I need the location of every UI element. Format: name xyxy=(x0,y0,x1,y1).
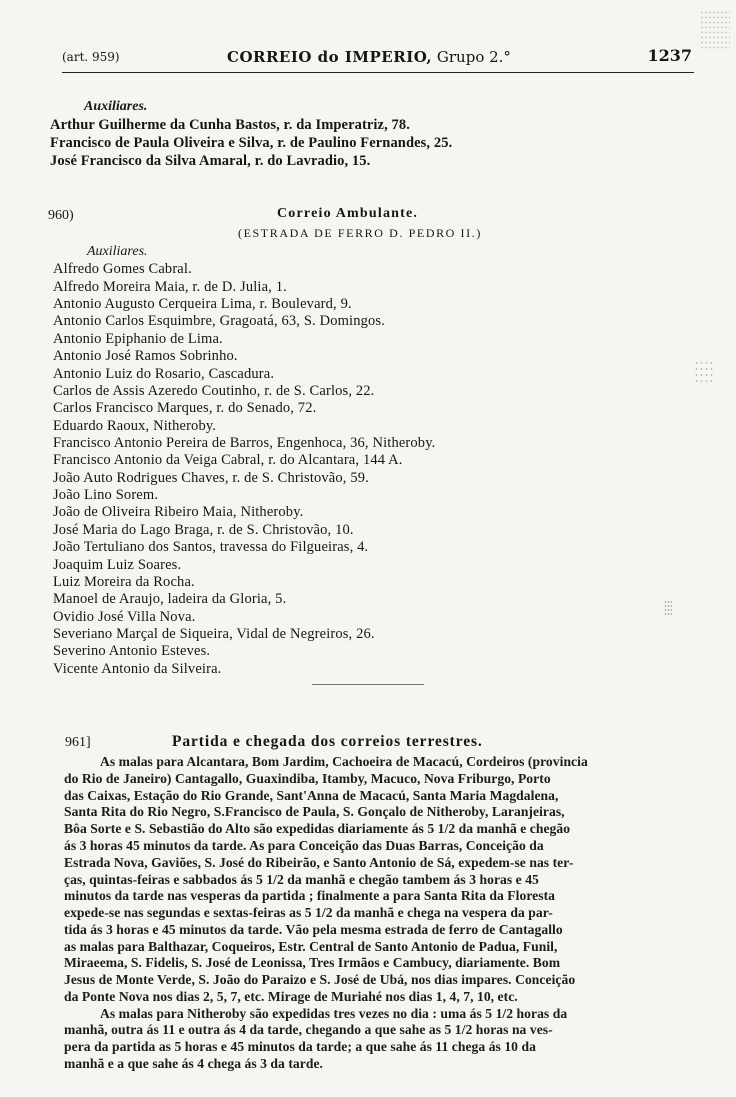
list-item: Manoel de Araujo, ladeira da Gloria, 5. xyxy=(53,591,287,607)
list-item: João de Oliveira Ribeiro Maia, Nitheroby. xyxy=(53,504,304,520)
paragraph-line: Bôa Sorte e S. Sebastião do Alto são expedidas diariamente ás 5 1/2 da manhã e chegão xyxy=(64,821,571,836)
section-number: 961] xyxy=(65,735,91,750)
list-item: Luiz Moreira da Rocha. xyxy=(53,574,195,590)
paragraph-line: manhã e a que sahe ás 4 chega ás 3 da tarde. xyxy=(64,1056,323,1071)
list-item: Joaquim Luiz Soares. xyxy=(53,557,182,573)
paragraph-line: manhã, outra ás 11 e outra ás 4 da tarde, chegando a que sahe as 5 1/2 horas na ves- xyxy=(64,1022,553,1037)
list-item: Carlos de Assis Azeredo Coutinho, r. de S. Carlos, 22. xyxy=(53,383,375,399)
page-number: 1237 xyxy=(647,46,692,65)
list-item: João Lino Sorem. xyxy=(53,487,159,503)
paragraph-line: ás 3 horas 45 minutos da tarde. As para Conceição das Duas Barras, Conceição da xyxy=(64,838,544,853)
list-item: Severiano Marçal de Siqueira, Vidal de Negreiros, 26. xyxy=(53,626,375,642)
scan-noise xyxy=(694,360,714,385)
paragraph-line: da Ponte Nova nos dias 2, 5, 7, etc. Mirage de Muriahé nos dias 1, 4, 7, 10, etc. xyxy=(64,989,518,1004)
list-item: Francisco de Paula Oliveira e Silva, r. de Paulino Fernandes, 25. xyxy=(50,135,453,151)
list-item: Eduardo Raoux, Nitheroby. xyxy=(53,418,217,434)
paragraph-line: Santa Rita do Rio Negro, S.Francisco de Paula, S. Gonçalo de Nitheroby, Laranjeiras, xyxy=(64,804,565,819)
list-item: Antonio Augusto Cerqueira Lima, r. Boulevard, 9. xyxy=(53,296,352,312)
paragraph-line: pera da partida as 5 horas e 45 minutos da tarde; a que sahe ás 11 chega ás 10 da xyxy=(64,1039,536,1054)
paragraph-line: As malas para Nitheroby são expedidas tres vezes no dia : uma ás 5 1/2 horas da xyxy=(100,1006,568,1021)
paragraph-line: ças, quintas-feiras e sabbados ás 5 1/2 da manhã e chegão tambem ás 3 horas e 45 xyxy=(64,872,539,887)
paragraph-line: expede-se nas segundas e sextas-feiras as 5 1/2 da manhã e chega na vespera da par- xyxy=(64,905,553,920)
section-title: Correio Ambulante. xyxy=(277,206,419,221)
list-item: Ovidio José Villa Nova. xyxy=(53,609,196,625)
list-item: João Tertuliano dos Santos, travessa do Filgueiras, 4. xyxy=(53,539,369,555)
list-item: José Maria do Lago Braga, r. de S. Christovão, 10. xyxy=(53,522,354,538)
list-item: Francisco Antonio Pereira de Barros, Engenhoca, 36, Nitheroby. xyxy=(53,435,436,451)
list-item: Vicente Antonio da Silveira. xyxy=(53,661,222,677)
list-item: Antonio Epiphanio de Lima. xyxy=(53,331,223,347)
list-item: Antonio Carlos Esquimbre, Gragoatá, 63, S. Domingos. xyxy=(53,313,386,329)
section-number: 960) xyxy=(48,208,74,223)
paragraph-line: minutos da tarde nas vesperas da partida ; finalmente a para Santa Rita da Floresta xyxy=(64,888,556,903)
scan-noise xyxy=(664,600,672,616)
list-item: Alfredo Moreira Maia, r. de D. Julia, 1. xyxy=(53,279,287,295)
list-item: Antonio José Ramos Sobrinho. xyxy=(53,348,238,364)
list-item: Severino Antonio Esteves. xyxy=(53,643,211,659)
publication-title xyxy=(227,48,511,66)
paragraph-line: Jesus de Monte Verde, S. João do Paraizo e S. José de Ubá, nos dias impares. Conceição xyxy=(64,972,576,987)
auxiliares-heading: Auxiliares. xyxy=(87,244,148,259)
paragraph-line: tida ás 3 horas e 45 minutos da tarde. Vão pela mesma estrada de ferro de Cantagallo xyxy=(64,922,563,937)
list-item: Francisco Antonio da Veiga Cabral, r. do Alcantara, 144 A. xyxy=(53,452,403,468)
publication-name: CORREIO do IMPERIO, xyxy=(227,48,433,66)
list-item: Antonio Luiz do Rosario, Cascadura. xyxy=(53,366,275,382)
section-subtitle: (ESTRADA DE FERRO D. PEDRO II.) xyxy=(238,226,482,240)
scan-noise xyxy=(700,10,730,50)
publication-group: Grupo 2.° xyxy=(436,48,511,66)
list-item: José Francisco da Silva Amaral, r. do Lavradio, 15. xyxy=(50,153,371,169)
auxiliares-heading: Auxiliares. xyxy=(84,99,148,114)
list-item: Alfredo Gomes Cabral. xyxy=(53,261,192,277)
paragraph-line: as malas para Balthazar, Coqueiros, Estr. Central de Santo Antonio de Padua, Funil, xyxy=(64,939,558,954)
page-header xyxy=(62,46,694,73)
list-item: Carlos Francisco Marques, r. do Senado, 72. xyxy=(53,400,317,416)
paragraph-line: das Caixas, Estação do Rio Grande, Sant'Anna de Macacú, Santa Maria Magdalena, xyxy=(64,788,559,803)
list-item: Arthur Guilherme da Cunha Bastos, r. da Imperatriz, 78. xyxy=(50,117,410,133)
section-title: Partida e chegada dos correios terrestres. xyxy=(172,733,483,750)
section-divider xyxy=(312,684,424,685)
list-item: João Auto Rodrigues Chaves, r. de S. Christovão, 59. xyxy=(53,470,369,486)
paragraph-line: Miraeema, S. Fidelis, S. José de Leonissa, Tres Irmãos e Cambucy, diariamente. Bom xyxy=(64,955,561,970)
article-reference: (art. 959) xyxy=(62,50,120,64)
paragraph-line: Estrada Nova, Gaviões, S. José do Ribeirão, e Santo Antonio de Sá, expedem-se nas ter- xyxy=(64,855,574,870)
paragraph-line: As malas para Alcantara, Bom Jardim, Cachoeira de Macacú, Cordeiros (provincia xyxy=(100,754,588,769)
paragraph-line: do Rio de Janeiro) Cantagallo, Guaxindiba, Itamby, Macuco, Nova Friburgo, Porto xyxy=(64,771,551,786)
